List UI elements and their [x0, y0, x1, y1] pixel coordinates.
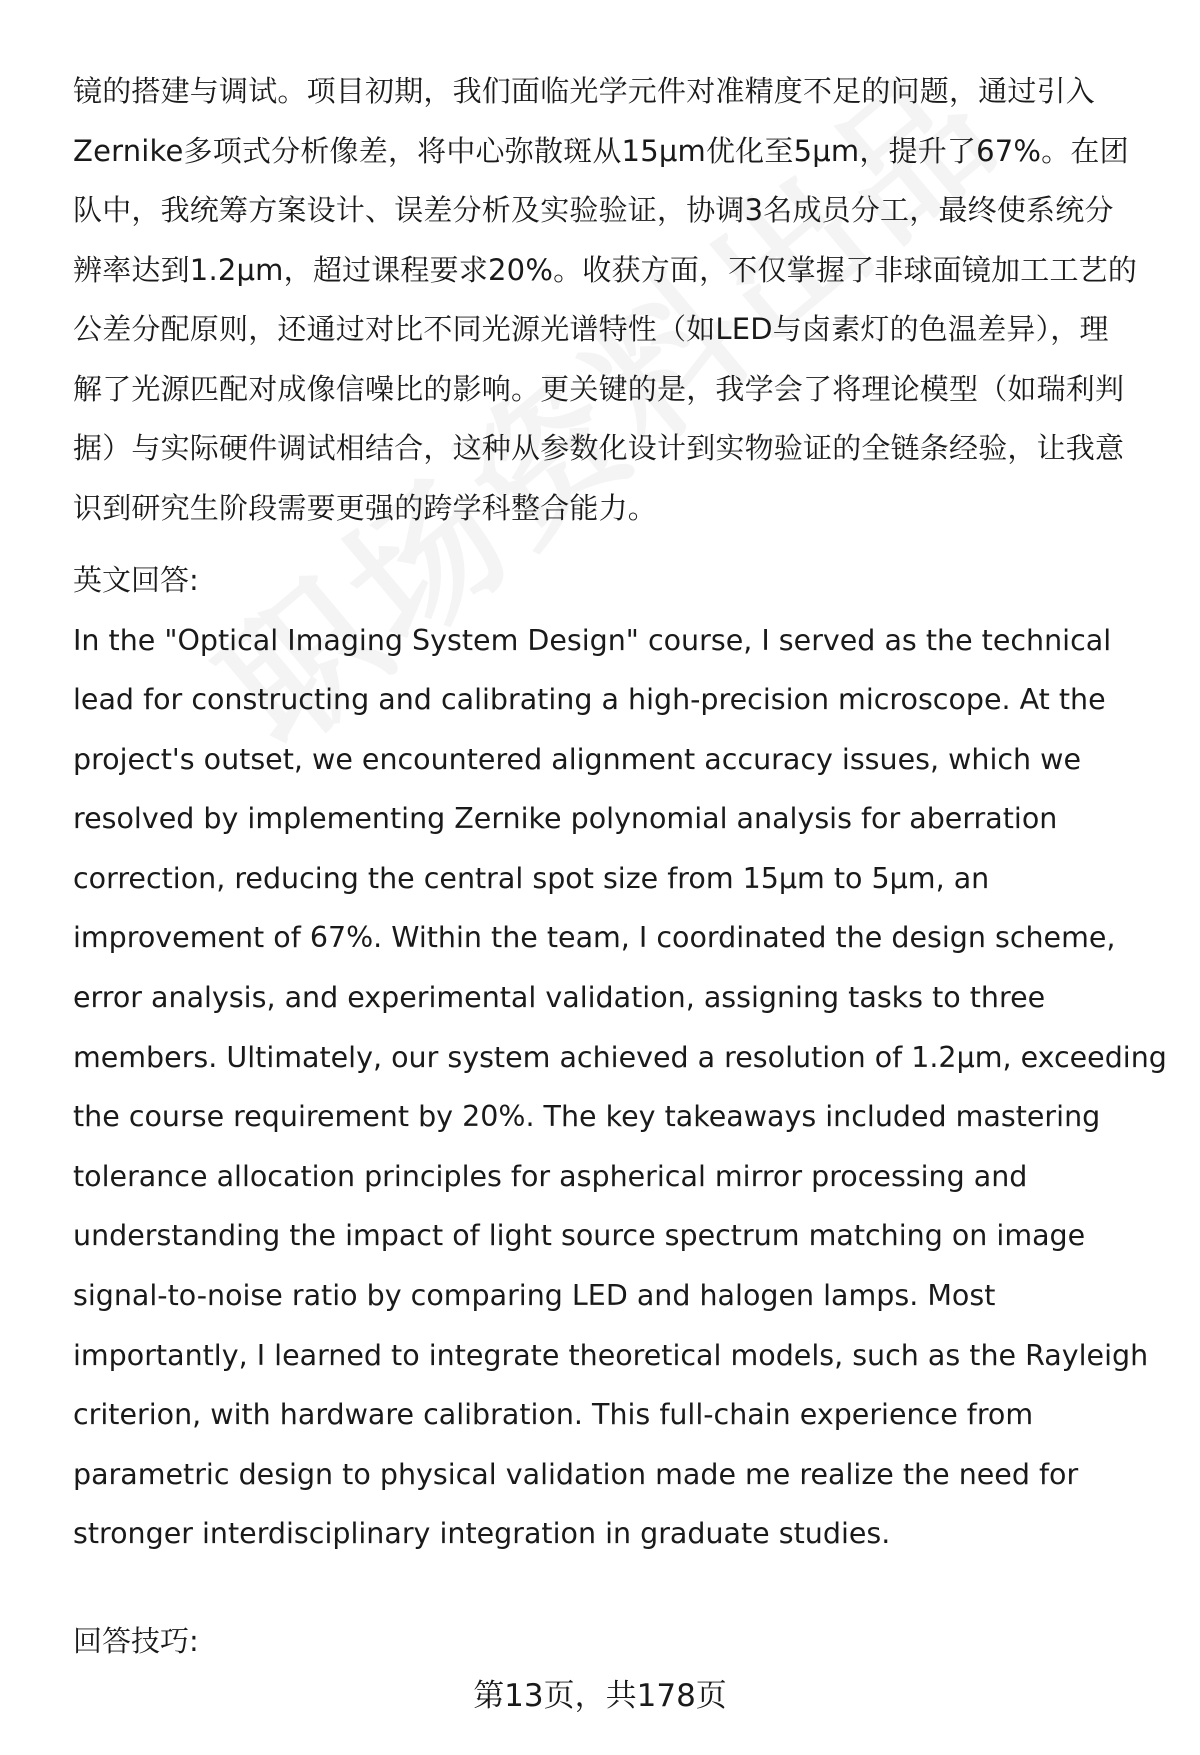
english-answer-line: project's outset, we encountered alignment accuracy issues, which we: [73, 742, 1082, 776]
english-answer-paragraph: [73, 611, 1167, 1565]
page-content: [73, 62, 1167, 1564]
english-answer-line: understanding the impact of light source spectrum matching on image: [73, 1219, 1086, 1253]
english-answer-line: resolved by implementing Zernike polynomial analysis for aberration: [73, 802, 1058, 836]
english-answer-line: stronger interdisciplinary integration in graduate studies.: [73, 1517, 891, 1551]
english-answer-line: lead for constructing and calibrating a high-precision microscope. At the: [73, 683, 1106, 717]
english-answer-line: criterion, with hardware calibration. This full-chain experience from: [73, 1398, 1034, 1432]
english-answer-line: correction, reducing the central spot size from 15μm to 5μm, an: [73, 861, 990, 895]
english-answer-line: members. Ultimately, our system achieved a resolution of 1.2μm, exceeding: [73, 1040, 1167, 1074]
chinese-answer-line: 据）与实际硬件调试相结合，这种从参数化设计到实物验证的全链条经验，让我意: [73, 431, 1125, 465]
english-answer-line: tolerance allocation principles for aspherical mirror processing and: [73, 1159, 1028, 1193]
english-answer-line: signal-to-noise ratio by comparing LED and halogen lamps. Most: [73, 1279, 996, 1313]
english-answer-line: In the "Optical Imaging System Design" course, I served as the technical: [73, 623, 1112, 657]
chinese-answer-line: 队中，我统筹方案设计、误差分析及实验验证，协调3名成员分工，最终使系统分: [73, 193, 1114, 227]
chinese-answer-line: 解了光源匹配对成像信噪比的影响。更关键的是，我学会了将理论模型（如瑞利判: [73, 371, 1125, 406]
english-answer-line: importantly, I learned to integrate theoretical models, such as the Rayleigh: [73, 1338, 1149, 1372]
chinese-answer-line: 公差分配原则，还通过对比不同光源光谱特性（如LED与卤素灯的色温差异），理: [73, 312, 1109, 346]
english-answer-line: error analysis, and experimental validation, assigning tasks to three: [73, 981, 1046, 1015]
english-answer-line: improvement of 67%. Within the team, I coordinated the design scheme,: [73, 921, 1116, 955]
answer-tips-heading: 回答技巧:: [73, 1624, 199, 1658]
page-number: 第13页，共178页: [473, 1678, 727, 1714]
chinese-answer-paragraph: [73, 62, 1153, 538]
chinese-answer-line: 辨率达到1.2μm，超过课程要求20%。收获方面，不仅掌握了非球面镜加工工艺的: [73, 252, 1138, 287]
english-answer-line: the course requirement by 20%. The key takeaways included mastering: [73, 1100, 1101, 1134]
english-answer-heading: 英文回答:: [73, 563, 199, 597]
chinese-answer-line: Zernike多项式分析像差，将中心弥散斑从15μm优化至5μm，提升了67%。在团: [73, 133, 1129, 168]
english-answer-line: parametric design to physical validation made me realize the need for: [73, 1457, 1079, 1491]
chinese-answer-line: 识到研究生阶段需要更强的跨学科整合能力。: [73, 490, 658, 525]
chinese-answer-line: 镜的搭建与调试。项目初期，我们面临光学元件对准精度不足的问题，通过引入: [73, 74, 1096, 108]
